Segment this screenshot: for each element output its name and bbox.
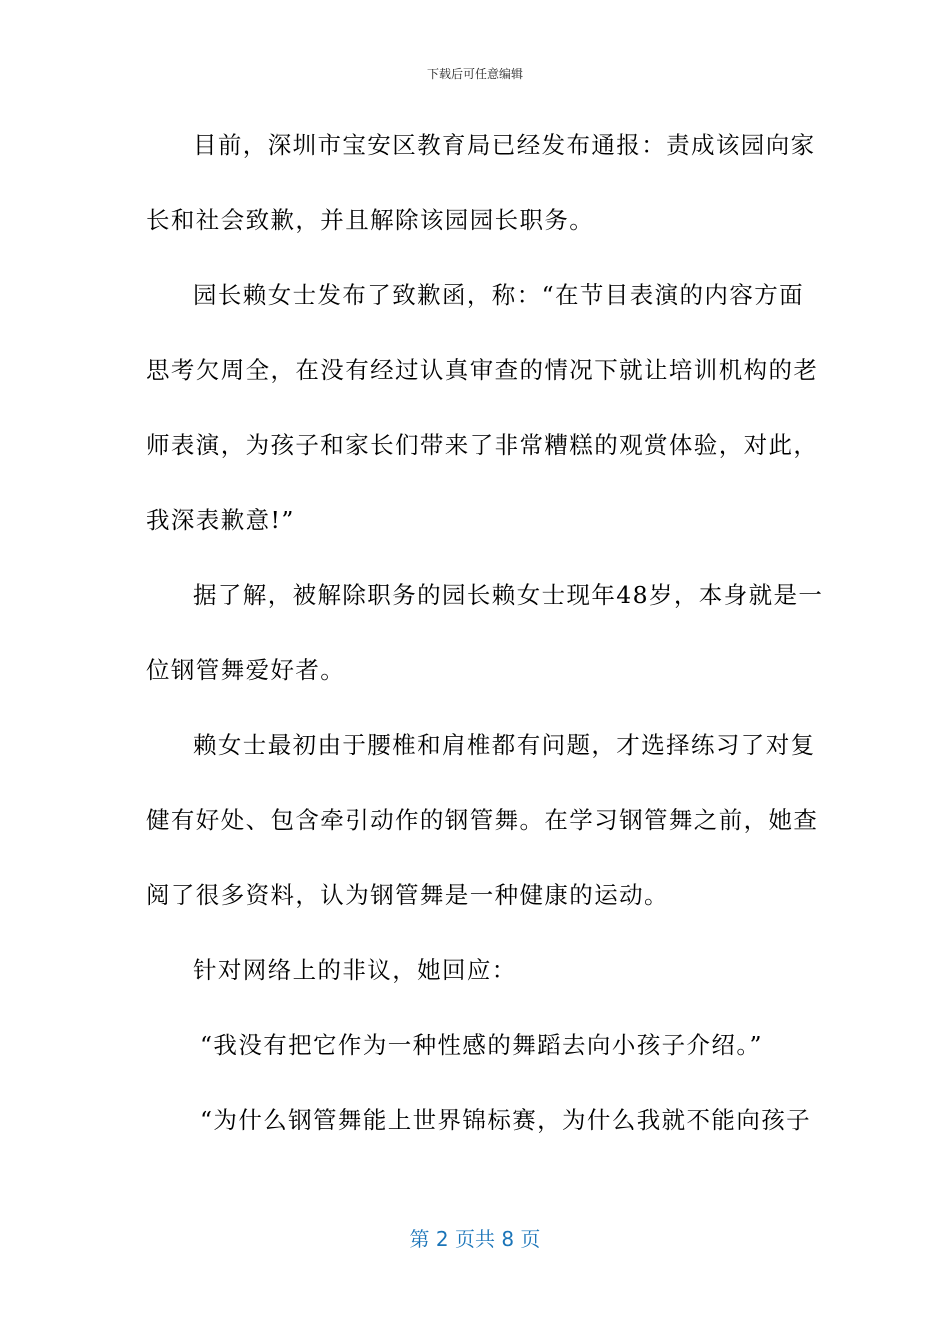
text-line: “我没有把它作为一种性感的舞蹈去向小孩子介绍。” (200, 1031, 763, 1059)
text-line: 园长赖女士发布了致歉函，称：“在节目表演的内容方面 (193, 281, 805, 309)
page-footer: 第 2 页共 8 页 (409, 1227, 541, 1251)
text-line: 目前，深圳市宝安区教育局已经发布通报：责成该园向家 (193, 131, 816, 159)
text-line: 思考欠周全，在没有经过认真审查的情况下就让培训机构的老 (146, 356, 819, 384)
text-line: 阅了很多资料，认为钢管舞是一种健康的运动。 (146, 881, 669, 909)
text-line: 据了解，被解除职务的园长赖女士现年48岁，本身就是一 (193, 581, 824, 609)
text-line: 赖女士最初由于腰椎和肩椎都有问题，才选择练习了对复 (193, 731, 816, 759)
text-line: 长和社会致歉，并且解除该园园长职务。 (146, 206, 595, 234)
text-line: 位钢管舞爱好者。 (146, 656, 346, 684)
text-line: 我深表歉意!” (146, 506, 295, 534)
text-line: 健有好处、包含牵引动作的钢管舞。在学习钢管舞之前，她查 (146, 806, 819, 834)
text-line: 师表演，为孩子和家长们带来了非常糟糕的观赏体验，对此， (146, 431, 819, 459)
text-line: “为什么钢管舞能上世界锦标赛，为什么我就不能向孩子 (200, 1106, 812, 1134)
page-header: 下载后可任意编辑 (426, 67, 523, 81)
text-line: 针对网络上的非议，她回应： (193, 956, 517, 984)
